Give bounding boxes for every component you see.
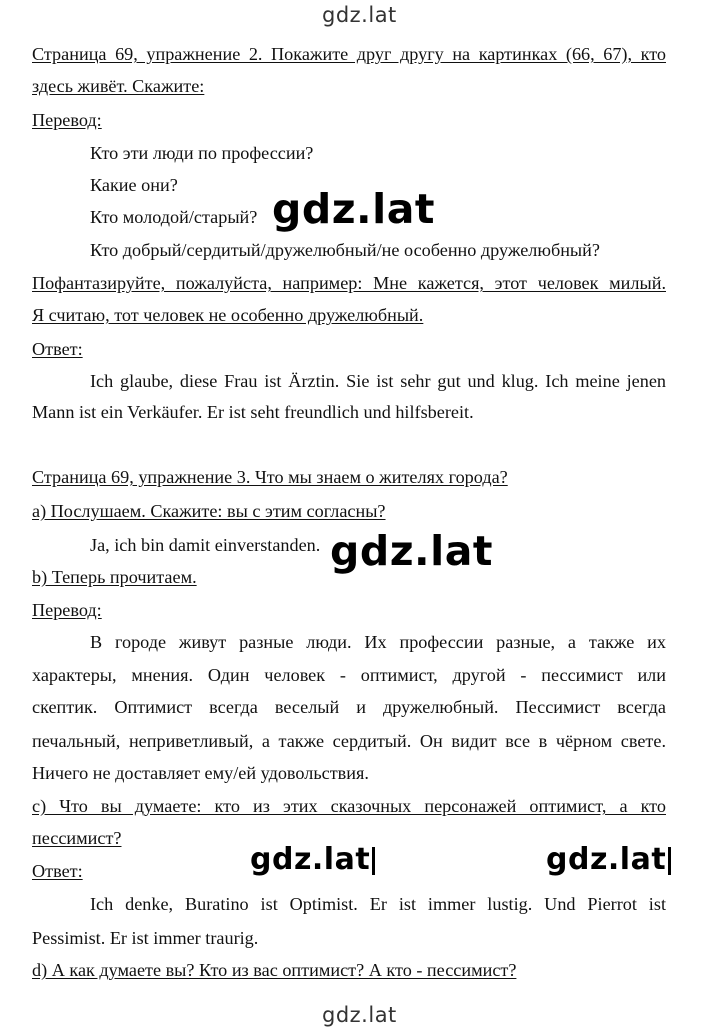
ex2-question-2: Какие они? [90, 175, 178, 195]
watermark-bar-icon [372, 847, 375, 875]
ex2-fantasy-line1: Пофантазируйте, пожалуйста, например: Мне кажется, этот человек милый. [32, 273, 666, 293]
ex2-title-line2: здесь живёт. Скажите: [32, 76, 205, 96]
watermark-bottom: gdz.lat [322, 1003, 397, 1027]
ex3-c-label-line2: пессимист? [32, 828, 122, 848]
ex3-c-answer-line2: Pessimist. Er ist immer traurig. [32, 928, 259, 948]
ex3-translation-label: Перевод: [32, 600, 102, 620]
watermark-bar-icon [668, 847, 671, 875]
ex3-answer-label: Ответ: [32, 861, 83, 881]
ex2-translation-label: Перевод: [32, 110, 102, 130]
ex2-answer-line1: Ich glaube, diese Frau ist Ärztin. Sie ist sehr gut und klug. Ich meine jenen [90, 371, 666, 391]
ex3-title: Страница 69, упражнение 3. Что мы знаем о жителях города? [32, 467, 508, 487]
watermark-mid-1: gdz.lat [272, 185, 435, 233]
ex3-d-label: d) А как думаете вы? Кто из вас оптимист? А кто - пессимист? [32, 960, 517, 980]
ex3-a-answer: Ja, ich bin damit einverstanden. [90, 535, 321, 555]
ex3-c-label-line1: c) Что вы думаете: кто из этих сказочных персонажей оптимист, а кто [32, 796, 666, 816]
ex2-question-3: Кто молодой/старый? [90, 207, 258, 227]
ex3-text-line5: Ничего не доставляет ему/ей удовольствия. [32, 763, 369, 783]
ex3-a-label: a) Послушаем. Скажите: вы с этим согласны? [32, 501, 386, 521]
watermark-top: gdz.lat [322, 3, 397, 27]
ex2-answer-label: Ответ: [32, 339, 83, 359]
ex3-b-label: b) Теперь прочитаем. [32, 567, 197, 587]
watermark-mid-2: gdz.lat [330, 527, 493, 575]
ex2-fantasy-line2: Я считаю, тот человек не особенно дружелюбный. [32, 305, 424, 325]
ex3-c-answer-line1: Ich denke, Buratino ist Optimist. Er ist immer lustig. Und Pierrot ist [90, 894, 666, 914]
ex3-text-line3: скептик. Оптимист всегда веселый и дружелюбный. Пессимист всегда [32, 697, 666, 717]
ex3-text-line1: В городе живут разные люди. Их профессии разные, а также их [90, 632, 666, 652]
ex2-question-1: Кто эти люди по профессии? [90, 143, 314, 163]
ex3-text-line4: печальный, неприветливый, а также сердитый. Он видит все в чёрном свете. [32, 731, 666, 751]
ex3-text-line2: характеры, мнения. Один человек - оптимист, другой - пессимист или [32, 665, 666, 685]
watermark-mid-3: gdz.lat [250, 845, 375, 875]
ex2-answer-line2: Mann ist ein Verkäufer. Er ist seht freundlich und hilfsbereit. [32, 402, 474, 422]
ex2-question-4: Кто добрый/сердитый/дружелюбный/не особенно дружелюбный? [90, 240, 600, 260]
watermark-mid-4: gdz.lat [546, 845, 671, 875]
ex2-title-line1: Страница 69, упражнение 2. Покажите друг другу на картинках (66, 67), кто [32, 44, 666, 64]
